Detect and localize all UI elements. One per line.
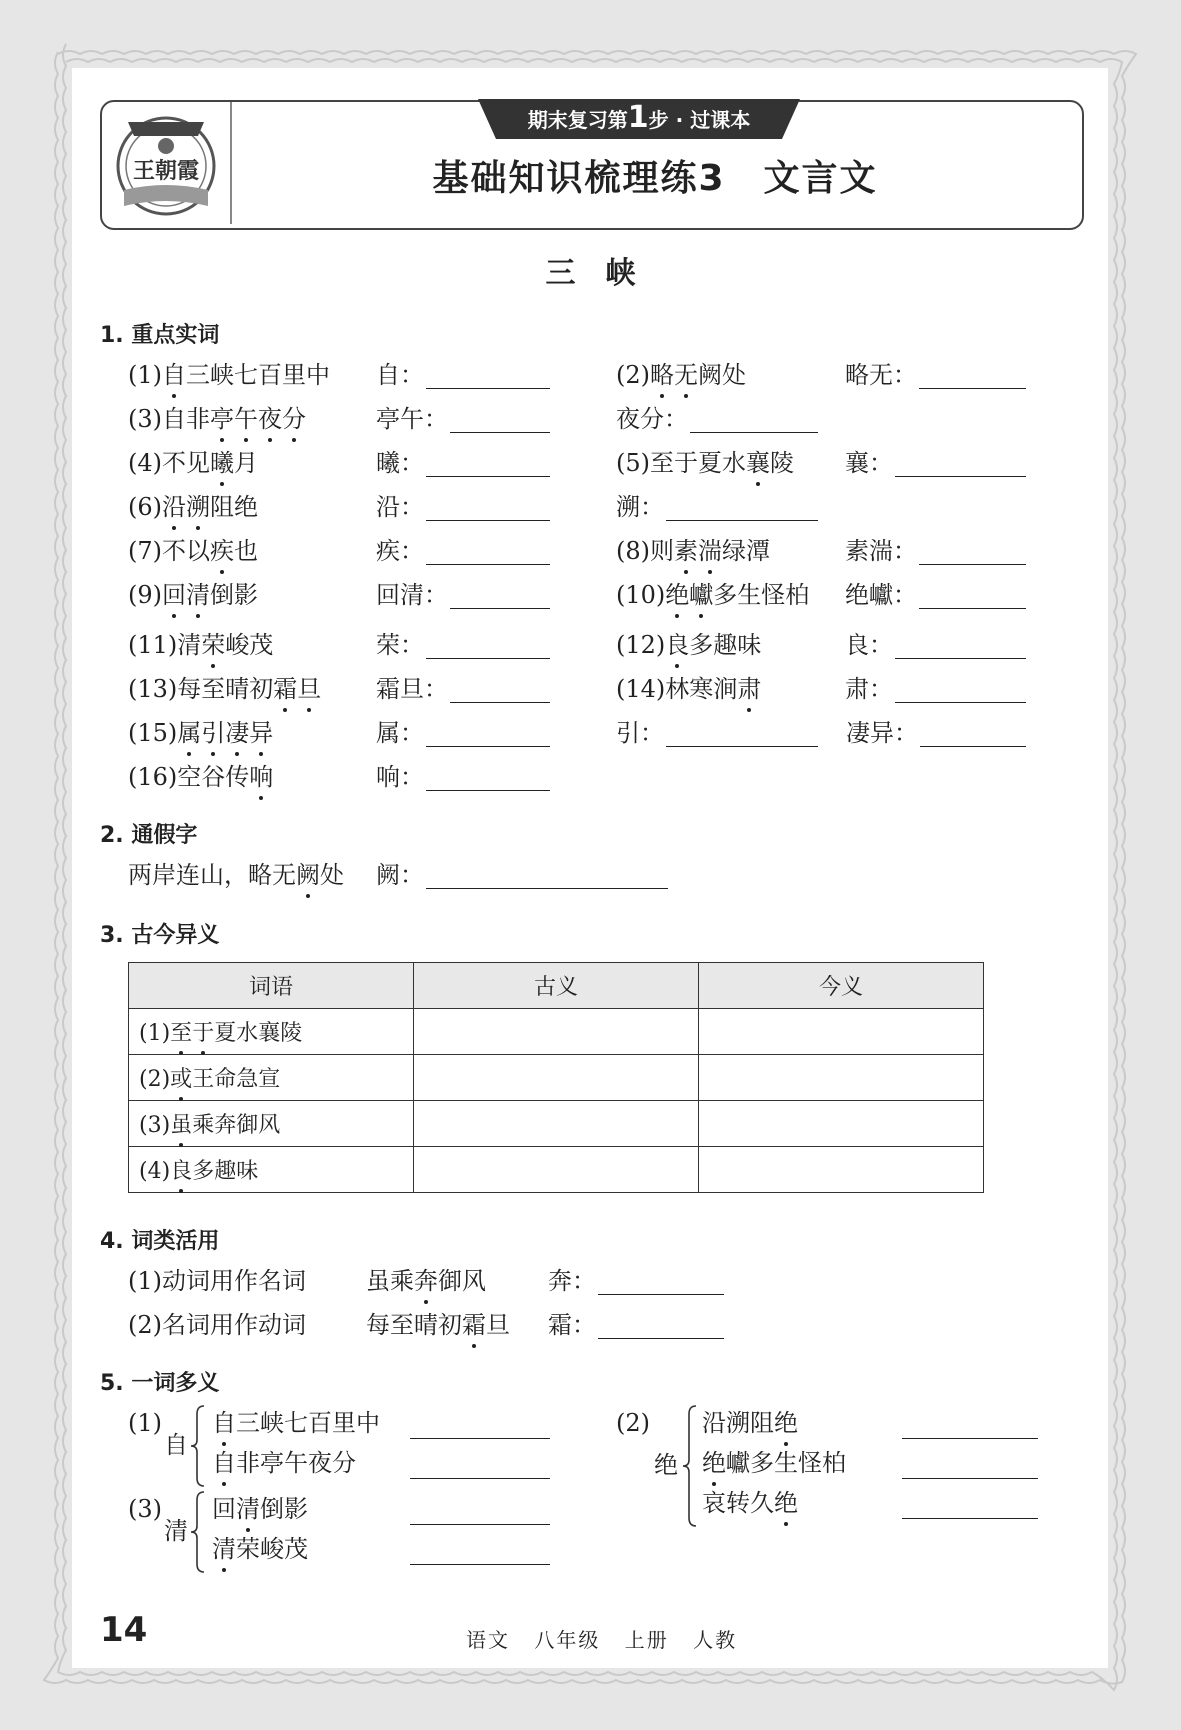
item-number: (5): [616, 449, 650, 477]
answer-blank[interactable]: [895, 658, 1026, 659]
answer-label: 荣：: [376, 631, 424, 659]
answer-blank[interactable]: [895, 702, 1026, 703]
item-number: (2)名词用作动词: [128, 1311, 306, 1339]
section-heading-polysemy: 5. 一词多义: [100, 1371, 220, 1396]
table-row: [129, 1101, 984, 1147]
emphasis-char: 荣: [201, 631, 226, 659]
emphasis-char: 属: [177, 719, 202, 747]
key-word-item: [128, 718, 273, 748]
emphasis-char: 曦: [210, 449, 234, 477]
polysemy-sentence: [212, 1534, 308, 1564]
ancient-modern-table: [128, 962, 984, 1193]
answer-blank[interactable]: [919, 388, 1026, 389]
answer-label: 襄：: [845, 449, 893, 477]
emphasis-char: 虽: [170, 1108, 192, 1139]
emphasis-char: 巘: [689, 581, 714, 609]
answer-label: 亭午：: [376, 405, 448, 433]
polysemy-sentence: [212, 1408, 380, 1438]
key-word-item: [128, 448, 258, 478]
text-segment: 两岸连山，略无: [128, 861, 296, 889]
item-number: (7): [128, 537, 162, 565]
answer-blank[interactable]: [919, 564, 1026, 565]
table-cell-word: (4)良多趣味: [129, 1147, 414, 1193]
answer-label: 疾：: [376, 537, 424, 565]
emphasis-char: 阙: [296, 861, 320, 889]
polysemy-char: [654, 1450, 678, 1480]
text-segment: 至于夏水: [650, 449, 746, 477]
item-number: (3): [128, 1495, 162, 1523]
item-number: (1): [128, 1409, 162, 1437]
emphasis-char: 肃: [737, 675, 762, 703]
section-heading-part-of-speech: 4. 词类活用: [100, 1229, 220, 1254]
emphasis-char: 自: [162, 361, 186, 389]
table-row: [129, 1147, 984, 1193]
key-word-item: [128, 360, 330, 390]
text-segment: 处: [320, 861, 344, 889]
text-segment: 阙处: [698, 361, 746, 389]
text-segment: 每至晴初: [366, 1311, 462, 1339]
polysemy-number: [616, 1408, 650, 1438]
key-word-item: [128, 404, 306, 434]
key-word-item: [616, 580, 809, 610]
text-segment: 则: [650, 537, 674, 565]
text-segment: 月: [234, 449, 258, 477]
emphasis-char: 自: [212, 1449, 236, 1477]
word-class-sentence: [366, 1266, 486, 1296]
answer-label: 夜分：: [616, 405, 688, 433]
emphasis-char: 响: [249, 763, 274, 791]
text-segment: 清: [177, 631, 202, 659]
item-number: (2): [616, 1409, 650, 1437]
answer-label: 良：: [845, 631, 893, 659]
item-number: (11): [128, 631, 178, 659]
key-word-item: [128, 630, 273, 660]
answer-blank[interactable]: [410, 1564, 550, 1565]
text-segment: 三峡七百里中: [186, 361, 330, 389]
answer-label: 自：: [376, 361, 424, 389]
emphasis-char: 霜: [462, 1311, 486, 1339]
page-title: 基础知识梳理练3 文言文: [432, 158, 878, 199]
answer-label: 曦：: [376, 449, 424, 477]
emphasis-char: 至: [170, 1016, 192, 1047]
key-word-item: [128, 492, 258, 522]
word-class-type: [128, 1310, 306, 1340]
answer-blank[interactable]: [598, 1338, 724, 1339]
text-segment: 沿溯阻: [702, 1409, 774, 1437]
text-segment: 王命急宣: [192, 1067, 281, 1092]
polysemy-sentence: [702, 1448, 846, 1478]
answer-label: 肃：: [845, 675, 893, 703]
table-cell-modern-meaning[interactable]: [699, 1009, 984, 1055]
emphasis-char: 旦: [297, 675, 322, 703]
footer-book-info: 语文 八年级 上册 人教: [466, 1628, 738, 1652]
item-number: (13): [128, 675, 178, 703]
polysemy-char: [164, 1430, 188, 1460]
answer-blank[interactable]: [666, 746, 818, 747]
emphasis-char: 亭: [210, 405, 234, 433]
table-row: [129, 1055, 984, 1101]
item-number: (1)动词用作名词: [128, 1267, 306, 1295]
item-number: (10): [616, 581, 666, 609]
answer-blank[interactable]: [426, 658, 550, 659]
answer-label: 霜：: [548, 1311, 596, 1339]
table-cell-ancient-meaning[interactable]: [414, 1009, 699, 1055]
table-cell-ancient-meaning[interactable]: [414, 1147, 699, 1193]
brace-bracket: [190, 1404, 206, 1488]
brace-bracket: [190, 1490, 206, 1574]
series-tab-text: 期末复习第1步 · 过课本: [527, 100, 751, 135]
answer-label: 霜旦：: [376, 675, 448, 703]
key-word-item: [128, 536, 258, 566]
answer-blank[interactable]: [426, 388, 550, 389]
page-number: 14: [100, 1610, 148, 1650]
answer-blank[interactable]: [666, 520, 818, 521]
emphasis-char: 奔: [414, 1267, 438, 1295]
emphasis-char: 夜: [258, 405, 282, 433]
key-word-item: [616, 360, 746, 390]
emphasis-char: 素: [674, 537, 698, 565]
text-segment: 不以: [162, 537, 210, 565]
text-segment: 倒影: [260, 1495, 308, 1523]
interchangeable-sentence: [128, 860, 344, 890]
emphasis-char: 清: [212, 1535, 236, 1563]
polysemy-sentence: [702, 1488, 798, 1518]
answer-blank[interactable]: [920, 746, 1026, 747]
answer-blank[interactable]: [426, 564, 550, 565]
table-cell-ancient-meaning[interactable]: [414, 1101, 699, 1147]
text-segment: 夏水襄陵: [214, 1021, 303, 1046]
key-word-item: [128, 762, 273, 792]
answer-label: 沿：: [376, 493, 424, 521]
answer-label: 引：: [616, 719, 664, 747]
emphasis-char: 回: [162, 581, 186, 609]
answer-blank[interactable]: [902, 1438, 1038, 1439]
answer-blank[interactable]: [895, 476, 1026, 477]
text-segment: 不见: [162, 449, 210, 477]
item-number: (4): [128, 449, 162, 477]
answer-blank[interactable]: [426, 888, 668, 889]
answer-blank[interactable]: [410, 1478, 550, 1479]
emphasis-char: 绝: [665, 581, 690, 609]
emphasis-char: 清: [236, 1495, 260, 1523]
item-number: (12): [616, 631, 666, 659]
emphasis-char: 分: [282, 405, 306, 433]
answer-blank[interactable]: [426, 476, 550, 477]
emphasis-char: 引: [201, 719, 226, 747]
emphasis-char: 沿: [162, 493, 186, 521]
table-header-row: [129, 963, 984, 1009]
emphasis-char: 午: [234, 405, 258, 433]
text-segment: 林寒涧: [665, 675, 738, 703]
text-segment: 自非: [162, 405, 210, 433]
text-segment: 陵: [770, 449, 794, 477]
emphasis-char: 绝: [774, 1489, 798, 1517]
answer-blank[interactable]: [598, 1294, 724, 1295]
answer-blank[interactable]: [426, 520, 550, 521]
table-cell-modern-meaning[interactable]: [699, 1055, 984, 1101]
text-segment: 空谷传: [177, 763, 250, 791]
item-number: (16): [128, 763, 178, 791]
logo-text: 王朝霞: [132, 158, 200, 184]
table-header-cell: 今义: [699, 963, 984, 1009]
answer-blank[interactable]: [426, 790, 550, 791]
emphasis-char: 襄: [746, 449, 770, 477]
text-segment: 虽乘: [366, 1267, 414, 1295]
polysemy-sentence: [702, 1408, 798, 1438]
text-segment: 多趣味: [192, 1159, 259, 1184]
text-segment: 旦: [486, 1311, 510, 1339]
emphasis-char: 或: [170, 1062, 192, 1093]
text-segment: 哀转久: [702, 1489, 774, 1517]
table-cell-modern-meaning[interactable]: [699, 1101, 984, 1147]
item-number: (6): [128, 493, 162, 521]
answer-label: 素湍：: [845, 537, 917, 565]
text-segment: 绿潭: [722, 537, 770, 565]
text-segment: 每至晴初: [177, 675, 274, 703]
table-cell-modern-meaning[interactable]: [699, 1147, 984, 1193]
text-segment: 非亭午夜分: [236, 1449, 356, 1477]
answer-blank[interactable]: [919, 608, 1026, 609]
item-number: 绝: [654, 1451, 678, 1479]
publisher-logo: [108, 106, 224, 222]
table-cell-ancient-meaning[interactable]: [414, 1055, 699, 1101]
text-segment: 倒影: [210, 581, 258, 609]
polysemy-number: [128, 1408, 162, 1438]
answer-blank[interactable]: [902, 1478, 1038, 1479]
emphasis-char: 无: [674, 361, 698, 389]
emphasis-char: 疾: [210, 537, 234, 565]
item-number: (1): [128, 361, 162, 389]
item-number: (3): [128, 405, 162, 433]
answer-blank[interactable]: [410, 1438, 550, 1439]
text-segment: 巘多生怪柏: [726, 1449, 846, 1477]
key-word-item: [128, 580, 258, 610]
emphasis-char: 绝: [702, 1449, 726, 1477]
answer-label: 奔：: [548, 1267, 596, 1295]
table-row: [129, 1009, 984, 1055]
emphasis-char: 清: [186, 581, 210, 609]
polysemy-char: [164, 1516, 188, 1546]
section-heading-key-words: 1. 重点实词: [100, 323, 220, 348]
table-cell-word: (1)至于夏水襄陵: [129, 1009, 414, 1055]
emphasis-char: 异: [249, 719, 274, 747]
table-header-cell: 词语: [129, 963, 414, 1009]
table-header-cell: 古义: [414, 963, 699, 1009]
text-segment: 三峡七百里中: [236, 1409, 380, 1437]
answer-blank[interactable]: [690, 432, 818, 433]
section-heading-ancient-modern-meaning: 3. 古今异义: [100, 923, 220, 948]
key-word-item: [128, 674, 321, 704]
emphasis-char: 凄: [225, 719, 250, 747]
item-number: (15): [128, 719, 178, 747]
answer-blank[interactable]: [902, 1518, 1038, 1519]
text-segment: 乘奔御风: [192, 1113, 281, 1138]
key-word-item: [616, 674, 761, 704]
text-segment: 荣峻茂: [236, 1535, 308, 1563]
emphasis-char: 于: [192, 1016, 214, 1047]
answer-label: 回清：: [376, 581, 448, 609]
text-segment: 回: [212, 1495, 236, 1523]
word-class-type: [128, 1266, 306, 1296]
text-segment: 多趣味: [689, 631, 762, 659]
polysemy-sentence: [212, 1494, 308, 1524]
answer-blank[interactable]: [426, 746, 550, 747]
emphasis-char: 绝: [774, 1409, 798, 1437]
answer-label: 绝巘：: [845, 581, 917, 609]
item-number: (8): [616, 537, 650, 565]
text-segment: 御风: [438, 1267, 486, 1295]
answer-label: 响：: [376, 763, 424, 791]
text-segment: 也: [234, 537, 258, 565]
table-cell-word: (2)或王命急宣: [129, 1055, 414, 1101]
emphasis-char: 良: [170, 1154, 192, 1185]
lesson-title: 三 峡: [545, 256, 636, 291]
answer-label: 属：: [376, 719, 424, 747]
answer-label: 凄异：: [846, 719, 918, 747]
answer-blank[interactable]: [450, 432, 550, 433]
table-cell-word: (3)虽乘奔御风: [129, 1101, 414, 1147]
item-number: (14): [616, 675, 666, 703]
item-number: (2): [616, 361, 650, 389]
item-number: (9): [128, 581, 162, 609]
key-word-item: [616, 630, 761, 660]
emphasis-char: 溯: [186, 493, 210, 521]
text-segment: 峻茂: [225, 631, 274, 659]
answer-label: 略无：: [845, 361, 917, 389]
emphasis-char: 自: [212, 1409, 236, 1437]
answer-blank[interactable]: [450, 702, 550, 703]
section-heading-interchangeable-chars: 2. 通假字: [100, 823, 198, 848]
text-segment: 多生怪柏: [713, 581, 810, 609]
brace-bracket: [682, 1404, 698, 1528]
answer-blank[interactable]: [410, 1524, 550, 1525]
emphasis-char: 略: [650, 361, 674, 389]
emphasis-char: 霜: [273, 675, 298, 703]
key-word-item: [616, 448, 794, 478]
polysemy-number: [128, 1494, 162, 1524]
polysemy-sentence: [212, 1448, 356, 1478]
answer-label: 溯：: [616, 493, 664, 521]
item-number: 自: [164, 1431, 188, 1459]
key-word-item: [616, 536, 770, 566]
emphasis-char: 湍: [698, 537, 722, 565]
emphasis-char: 良: [665, 631, 690, 659]
text-segment: 阻绝: [210, 493, 258, 521]
item-number: 清: [164, 1517, 188, 1545]
answer-blank[interactable]: [450, 608, 550, 609]
answer-label: 阙：: [376, 861, 424, 889]
word-class-sentence: [366, 1310, 510, 1340]
